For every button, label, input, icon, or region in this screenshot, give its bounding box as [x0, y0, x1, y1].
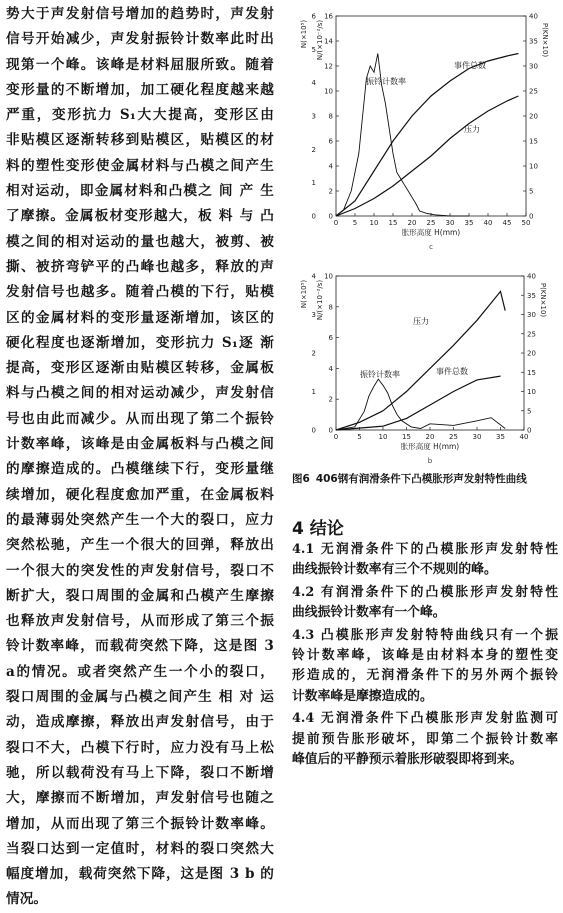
body-text-line: 断扩大，裂口周围的金属和凸模产生摩擦 [6, 587, 274, 604]
x-tick-label: 0 [333, 433, 339, 441]
y-tick-label-right: 30 [529, 62, 538, 71]
caption-figure-number: 图6 [292, 473, 310, 485]
body-text-line: 变形量的不断增加，加工硬化程度越来越 [6, 81, 274, 98]
conclusion-line: 峰值后的平静预示着胀形破裂即将到来。 [292, 752, 523, 768]
y-tick-label-right: 30 [527, 311, 536, 319]
body-text-line: 当裂口达到一定值时，材料的裂口突然大 [6, 840, 274, 857]
body-text-line: 料与凸模之间的相对运动减少，声发射信 [6, 385, 274, 402]
body-text-line: 续增加，硬化程度愈加严重，在金属板料 [6, 486, 274, 503]
annotation-ringing-rate: 振铃计数率 [360, 370, 400, 379]
y-axis-label-right: P(KN×10) [541, 22, 549, 58]
x-tick-label: 25 [426, 219, 436, 227]
y-tick-label-right: 10 [529, 162, 538, 171]
body-text-line: 的最薄弱处突然产生一个大的裂口，应力 [6, 511, 274, 528]
conclusion-line: 4.4 无润滑条件下凸模胀形声发射监测可 [292, 711, 558, 727]
y-tick-label-right: 5 [527, 407, 532, 416]
x-tick-label: 40 [519, 433, 529, 441]
annotation-total-events: 事件总数 [436, 367, 468, 376]
conclusion-line: 提前预告胀形破坏，即第二个振铃计数率 [292, 731, 558, 747]
body-text-line: 动，造成摩擦，释放出声发射信号，由于 [6, 714, 274, 731]
force-series-line [336, 96, 518, 216]
y-tick-label-right: 35 [527, 291, 536, 300]
y-axis-label-left-outer: N(×10⁵) [300, 19, 308, 49]
annotation-total-events: 事件总数 [454, 61, 486, 70]
x-tick-label: 25 [449, 433, 458, 441]
body-text-line: 撕、被挤弯铲平的凸峰也越多，释放的声 [6, 258, 274, 275]
body-text-line: 料的塑性变形使金属材料与凸模之间产生 [6, 157, 274, 174]
y-tick-label-left: 14 [324, 37, 333, 46]
y-tick-label-left: 10 [324, 87, 333, 96]
x-tick-label: 15 [402, 433, 411, 441]
y-tick-label-left: 2 [328, 187, 333, 196]
y-tick-label-left-outer: 4 [311, 79, 316, 88]
y-tick-label-left-outer: 0 [311, 212, 316, 221]
annotation-ringing-rate: 振铃计数率 [366, 77, 406, 86]
y-tick-label-left-outer: 2 [311, 145, 316, 154]
body-text-line: 的摩擦造成的。凸模继续下行，变形量继 [6, 461, 274, 478]
y-tick-label-left: 8 [328, 112, 333, 121]
body-text-line: 情况。 [6, 891, 48, 908]
figure-caption [292, 470, 556, 488]
x-tick-label: 15 [388, 219, 398, 227]
conclusion-line: 形造成的，无润滑条件下的另外两个振铃 [292, 668, 558, 684]
x-tick-label: 5 [352, 219, 358, 227]
conclusion-item [292, 626, 558, 708]
body-text-line: 相对运动，即金属材料和凸模之 间 产 生 [6, 183, 274, 200]
annotation-force: 压力 [413, 317, 429, 326]
y-tick-label-right: 5 [529, 187, 534, 196]
body-text-line: 裂口不大，凸模下行时，应力没有马上松 [6, 739, 274, 756]
y-axis-label-left-inner: N/(×10⁻²/s) [316, 19, 324, 61]
y-tick-label-left: 16 [324, 12, 333, 21]
body-text-line: 硬化程度也逐渐增加，变形抗力 S₁逐 渐 [6, 334, 274, 351]
conclusion-line: 铃计数率峰，该峰是由材料本身的塑性变 [292, 648, 558, 664]
x-axis-label: 胀形高度 H(mm) [400, 442, 460, 451]
x-tick-label: 10 [369, 219, 379, 227]
conclusion-line: 4.3 凸模胀形声发射特特曲线只有一个振 [292, 627, 558, 643]
conclusion-line: 计数率峰是摩擦造成的。 [292, 688, 433, 704]
y-tick-label-left: 6 [328, 334, 333, 343]
conclusion-line: 曲线振铃计数率有一个峰。 [292, 605, 446, 621]
x-tick-label: 35 [464, 219, 474, 227]
y-tick-label-left: 4 [328, 364, 333, 373]
y-tick-label-left: 10 [324, 272, 333, 281]
y-tick-label-left: 0 [328, 212, 333, 221]
y-tick-label-left-outer: 2 [311, 349, 316, 358]
y-tick-label-right: 0 [529, 212, 534, 221]
caption-text: 406钢有润滑条件下凸模胀形声发射特性曲线 [315, 473, 527, 485]
y-tick-label-left-outer: 0 [311, 426, 316, 435]
body-text-line: 铃计数率峰，而载荷突然下降，这是图 3 [6, 638, 274, 655]
y-tick-label-left-outer: 3 [311, 112, 316, 121]
body-text-line: 增加，从而出现了第三个振铃计数率峰。 [6, 815, 274, 832]
body-text-line: 势大于声发射信号增加的趋势时，声发射 [6, 6, 274, 22]
y-tick-label-left: 12 [324, 62, 333, 71]
x-tick-label: 35 [496, 433, 505, 441]
body-text-column [6, 2, 274, 913]
y-axis-label-left-outer: N(×10⁵) [300, 279, 308, 309]
conclusion-line: 4.2 有润滑条件下的凸模胀形声发射特性 [292, 584, 558, 600]
y-tick-label-right: 10 [527, 388, 536, 396]
conclusion-item [292, 540, 558, 581]
y-tick-label-right: 20 [529, 112, 538, 121]
conclusion-item [292, 709, 558, 770]
y-tick-label-right: 15 [527, 368, 536, 377]
total-events-series-line [336, 54, 518, 217]
x-tick-label: 30 [445, 219, 455, 227]
body-text-line: 驰，所以载荷没有马上下降，裂口不断增 [6, 764, 274, 781]
body-text-line: 发射信号也越多。随着凸模的下行，贴模 [6, 284, 274, 301]
force-series-line [336, 291, 505, 430]
ringing-rate-series-line [336, 379, 505, 430]
body-text-line: 一个很大的突发性的声发射信号，裂口不 [6, 562, 274, 579]
y-tick-label-left: 2 [328, 395, 333, 404]
y-axis-label-left-inner: N/(×10⁻²/s) [316, 279, 324, 321]
x-tick-label: 10 [378, 433, 388, 441]
body-text-line: 现第一个峰。该峰是材料屈服所致。随着 [6, 56, 274, 73]
y-tick-label-left: 6 [328, 137, 333, 146]
body-text-line: 大，摩擦而不断增加，声发射信号也随之 [6, 790, 274, 807]
x-tick-label: 30 [472, 433, 482, 441]
y-tick-label-left: 0 [328, 426, 333, 435]
y-tick-label-left-outer: 4 [311, 272, 316, 281]
body-text-line: 了摩擦。金属板材变形越大，板 料 与 凸 [6, 208, 274, 225]
y-tick-label-right: 40 [529, 12, 538, 21]
conclusions-list [292, 540, 558, 772]
y-tick-label-right: 0 [527, 426, 532, 435]
figure-sublabel: b [427, 457, 433, 465]
x-tick-label: 20 [425, 433, 435, 441]
body-text-line: 提高，变形区逐渐由贴模区转移，金属板 [6, 360, 274, 377]
figure-sublabel: c [429, 243, 433, 251]
x-tick-label: 20 [407, 219, 417, 227]
y-tick-label-left-outer: 6 [311, 12, 316, 21]
annotation-force: 压力 [464, 125, 480, 134]
y-tick-label-left-outer: 1 [311, 179, 316, 188]
y-tick-label-left: 8 [328, 303, 333, 312]
y-tick-label-left: 4 [328, 162, 333, 171]
y-tick-label-left-outer: 1 [311, 388, 316, 396]
x-tick-label: 5 [357, 433, 362, 441]
body-text-line: 区的金属材料的变形量逐渐增加，该区的 [6, 309, 274, 326]
y-tick-label-right: 20 [527, 349, 536, 358]
y-tick-label-right: 25 [529, 87, 538, 96]
body-text-line: 模之间的相对运动的量也越大，被剪、被 [6, 233, 274, 250]
x-tick-label: 45 [502, 219, 512, 227]
body-text-line: a的情况。或者突然产生一个小的裂口， [6, 663, 274, 680]
x-tick-label: 50 [521, 219, 531, 227]
section-title: 4 结论 [292, 519, 344, 539]
y-tick-label-right: 15 [529, 137, 538, 146]
y-tick-label-right: 25 [527, 330, 536, 339]
conclusion-item [292, 583, 558, 624]
y-tick-label-right: 35 [529, 37, 538, 46]
chart-3a [288, 4, 558, 252]
y-axis-label-right: P(KN×10) [539, 282, 547, 318]
figure-3b [288, 264, 558, 466]
plot-frame [336, 276, 524, 430]
x-axis-label: 胀形高度 H(mm) [401, 228, 461, 237]
body-text-line: 严重，变形抗力 S₁大大提高，变形区由 [6, 107, 274, 124]
body-text-line: 非贴模区逐渐转移到贴模区，贴模区的材 [6, 132, 274, 149]
chart-3b [288, 264, 558, 466]
conclusion-line: 曲线振铃计数率有三个不规则的峰。 [292, 562, 497, 578]
body-text-line: 突然松驰，产生一个很大的回弹，释放出 [6, 537, 274, 554]
figure-3a [288, 4, 558, 252]
body-text-line: 信号开始减少，声发射振铃计数率此时出 [6, 31, 274, 48]
y-tick-label-left-outer: 3 [311, 311, 316, 319]
body-text-line: 计数率峰，该峰是由金属板料与凸模之间 [6, 436, 274, 453]
conclusion-line: 4.1 无润滑条件下的凸模胀形声发射特性 [292, 542, 558, 557]
x-tick-label: 40 [483, 219, 493, 227]
body-text-line: 号也由此而减少。从而出现了第二个振铃 [6, 410, 274, 427]
x-tick-label: 0 [333, 219, 339, 227]
body-text-line: 幅度增加，载荷突然下降，这是图 3 b 的 [6, 866, 274, 883]
y-tick-label-right: 40 [527, 272, 536, 281]
body-text-line: 也释放声发射信号，从而形成了第三个振 [6, 613, 274, 630]
body-text-line: 裂口周围的金属与凸模之间产生 相 对 运 [6, 689, 274, 706]
y-tick-label-left-outer: 5 [311, 45, 316, 54]
